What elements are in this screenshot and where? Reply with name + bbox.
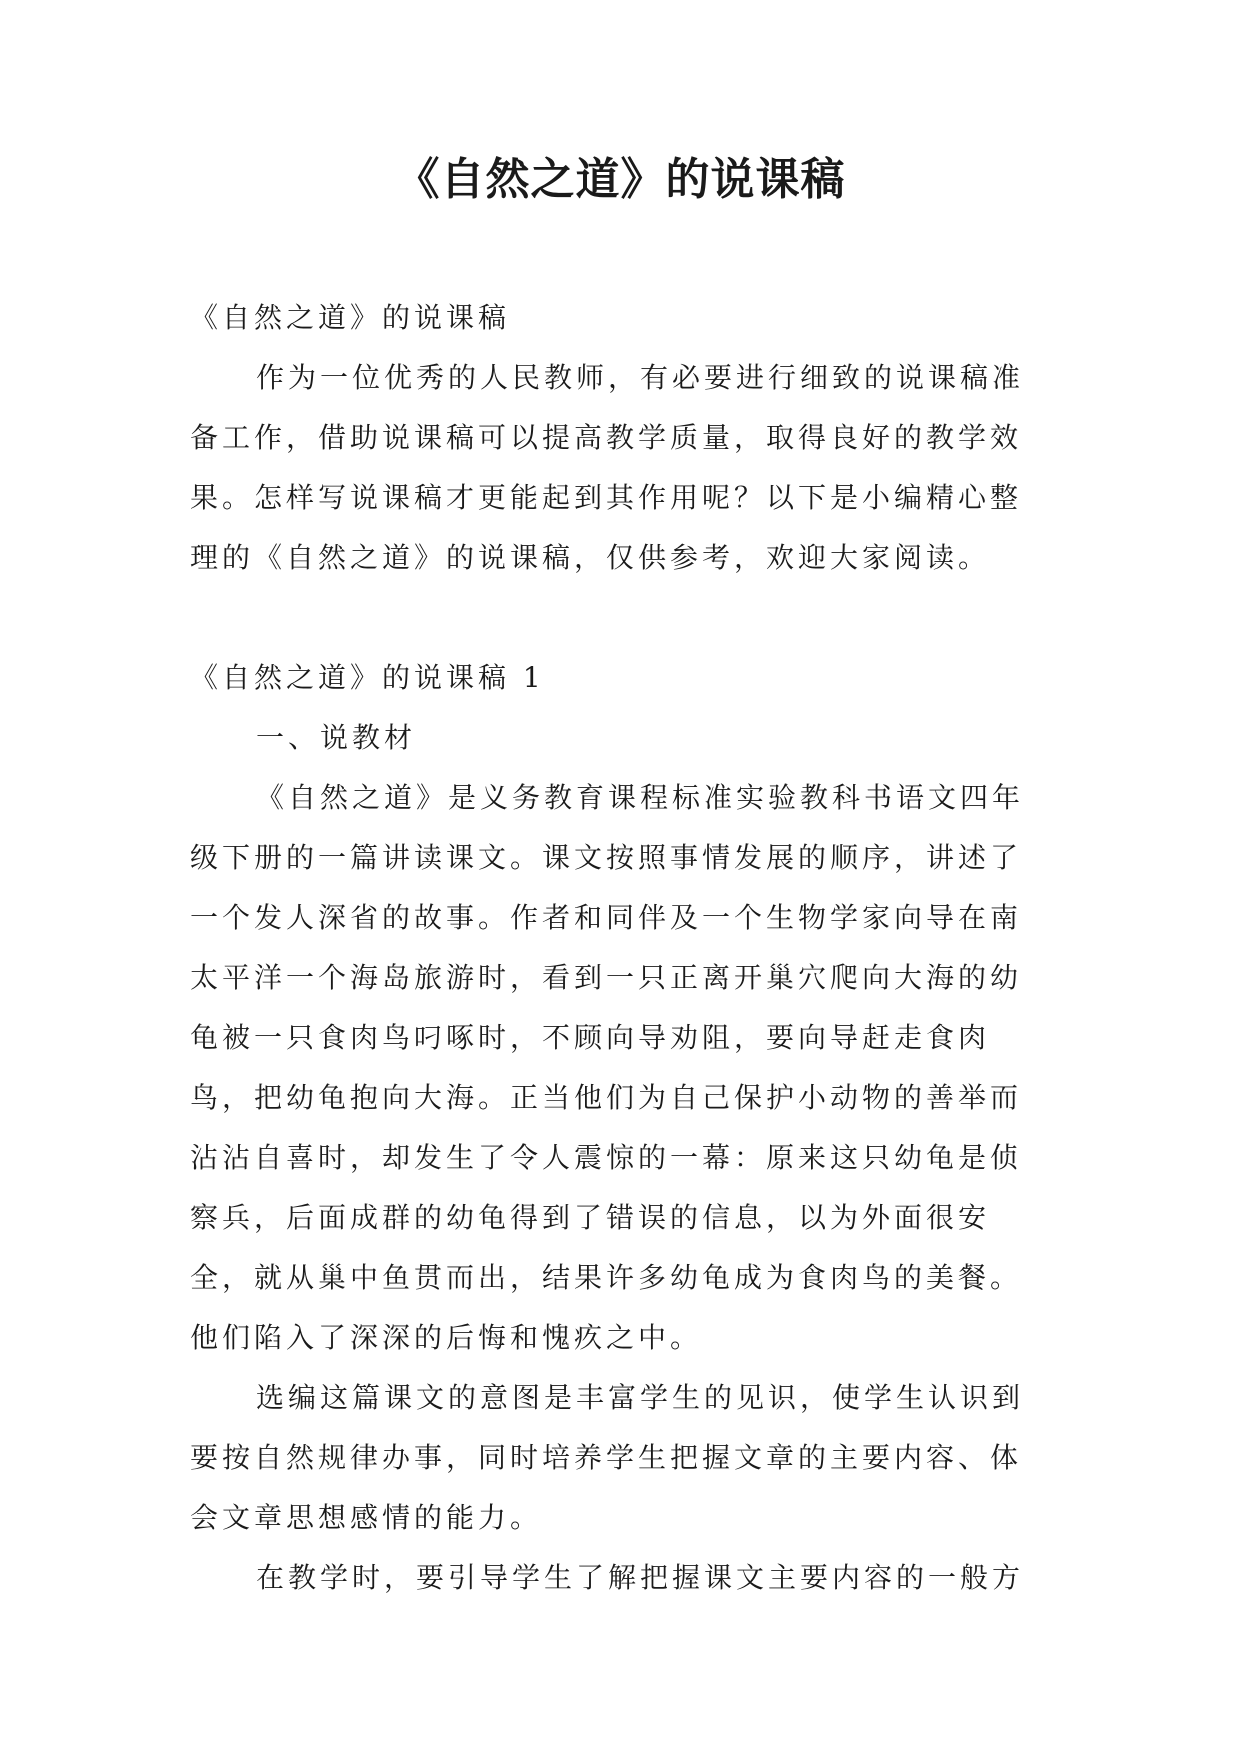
paragraph-spacer [190,588,1050,648]
document-body [190,288,1050,1608]
document-subtitle: 《自然之道》的说课稿 [190,301,511,334]
section-title: 《自然之道》的说课稿 1 [190,661,545,694]
subsection-title: 一、说教材 [256,721,417,754]
intro-paragraph: 作为一位优秀的人民教师，有必要进行细致的说课稿准备工作，借助说课稿可以提高教学质量，取得良好的教学效果。怎样写说课稿才更能起到其作用呢？以下是小编精心整理的《自然之道》的说课稿，仅供参考，欢迎大家阅读。 [190,361,1025,574]
body-paragraph-1: 《自然之道》是义务教育课程标准实验教科书语文四年级下册的一篇讲读课文。课文按照事情发展的顺序，讲述了一个发人深省的故事。作者和同伴及一个生物学家向导在南太平洋一个海岛旅游时，看到一只正离开巢穴爬向大海的幼龟被一只食肉鸟叼啄时，不顾向导劝阻，要向导赶走食肉鸟，把幼龟抱向大海。正当他们为自己保护小动物的善举而沾沾自喜时，却发生了令人震惊的一幕：原来这只幼龟是侦察兵，后面成群的幼龟得到了错误的信息，以为外面很安全，就从巢中鱼贯而出，结果许多幼龟成为食肉鸟的美餐。他们陷入了深深的后悔和愧疚之中。 [190,781,1025,1354]
document-title: 《自然之道》的说课稿 [395,154,846,205]
body-paragraph-2: 选编这篇课文的意图是丰富学生的见识，使学生认识到要按自然规律办事，同时培养学生把握文章的主要内容、体会文章思想感情的能力。 [190,1381,1025,1534]
body-paragraph-3: 在教学时，要引导学生了解把握课文主要内容的一般方 [256,1561,1025,1594]
